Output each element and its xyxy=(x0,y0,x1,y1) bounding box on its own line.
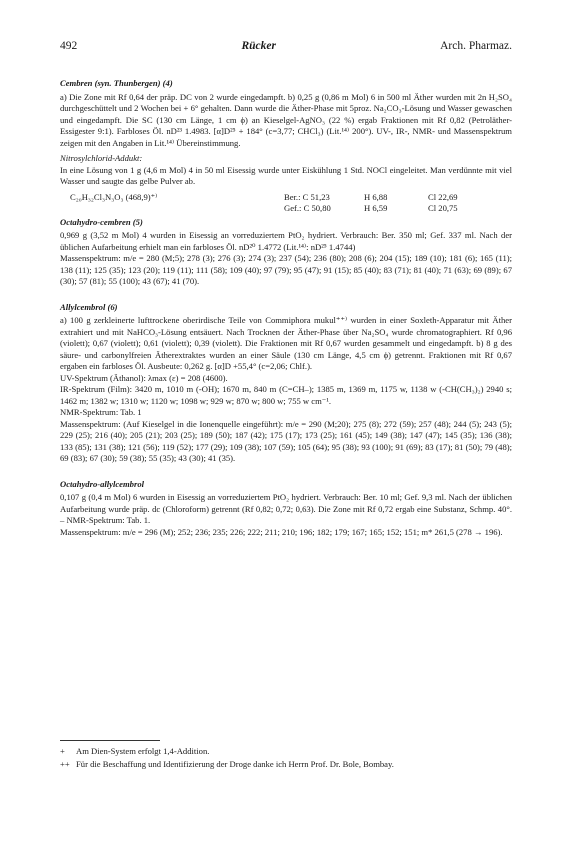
footnote-text: Am Dien-System erfolgt 1,4-Addition. xyxy=(76,746,210,756)
analysis-row: Ber.: C 51,23 H 6,88 Cl 22,69 xyxy=(284,191,458,202)
paragraph: a) Die Zone mit Rf 0,64 der präp. DC von 2 wurde eingedampft. b) 0,25 g (0,86 m Mol) 6 in 500 ml Äther wurden mit 2n H₂SO₄ durchgeschüttelt und 2 Wochen bei + 6° gehalten. Dann wurde die Äther-Phase mit 5proz. Na₂CO₃-Lösung und Wasser gewaschen und eingedampft. Die SC (130 cm Länge, 1 cm ϕ) an Kieselgel-AgNO₃ (22 %) ergab Fraktionen mit Rf 0,82 (Petroläther-Essigester 9:1). Farbloses Öl. nD²³ 1.4983. [α]D²⁵ + 184° (c=3,77; CHCl₃) (Lit.¹⁴⁾ 200°). UV-, IR-, NMR- und Massenspektrum zeigen mit den Angaben in Lit.¹⁴⁾ Übereinstimmung. xyxy=(60,91,512,148)
section-cembren xyxy=(60,78,512,288)
section-heading: Octahydro-allylcembrol xyxy=(60,478,145,489)
mass-spectrum: Massenspektrum: m/e = 296 (M); 252; 236; 235; 226; 222; 211; 210; 196; 182; 179; 167; 165; 152; 151; m* 261,5 (278 → 196). xyxy=(60,526,503,537)
journal-name: Arch. Pharmaz. xyxy=(440,40,512,52)
page xyxy=(60,40,512,538)
section-heading: Octahydro-cembren (5) xyxy=(60,216,143,227)
footnotes xyxy=(60,740,512,771)
mass-spectrum: Massenspektrum: m/e = 280 (M;5); 278 (3); 276 (3); 274 (3); 237 (54); 236 (80); 208 (6); 204 (15); 189 (10); 181 (6); 165 (11); 138 (11); 125 (35); 123 (20); 119 (11); 111 (58); 109 (40); 97 (79); 95 (47); 91 (15); 85 (40); 83 (71); 81 (40); 71 (63); 69 (89); 67 (30); 57 (81); 55 (100); 43 (67); 41 (70). xyxy=(60,253,512,286)
mass-spectrum: Massenspektrum: (Auf Kieselgel in die Ionenquelle eingeführt): m/e = 290 (M;20); 275 (8); 272 (59); 257 (48); 244 (5); 243 (5); 229 (25); 216 (40); 205 (21); 203 (25); 189 (50); 187 (42); 175 (17); 173 (25); 161 (45); 149 (38); 147 (47); 145 (35); 136 (38); 133 (85); 131 (38); 121 (56); 119 (52); 177 (29); 109 (38); 107 (59); 105 (64); 95 (38); 93 (100); 91 (69); 83 (17); 81 (50); 79 (48); 69 (83); 67 (30); 59 (38); 55 (35); 43 (30); 41 (35). xyxy=(60,418,512,463)
paragraph: 0,107 g (0,4 m Mol) 6 wurden in Eisessig an vorreduziertem PtO₂ hydriert. Verbrauch: Ber. 10 ml; Gef. 9,3 ml. Nach der üblichen Aufarbeitung wurde präp. dc (Chloroform) getrennt (Rf 0,82; 0,72; 0,63). Die Zone mit Rf 0,72 ergab eine Substanz, Schmp. 40°. – NMR-Spektrum: Tab. 1. xyxy=(60,492,512,525)
footnote-mark: + xyxy=(60,746,65,756)
section-heading: Allylcembrol (6) xyxy=(60,301,118,312)
footnote-mark: ++ xyxy=(60,759,70,769)
footnote xyxy=(60,758,512,771)
subsection-heading: Nitrosylchlorid-Addukt: xyxy=(60,153,143,163)
section-octahydro-allylcembrol xyxy=(60,479,512,539)
running-header xyxy=(60,40,512,62)
footnote-text: Für die Beschaffung und Identifizierung der Droge danke ich Herrn Prof. Dr. Bole, Bombay. xyxy=(76,759,394,769)
paragraph: In eine Lösung von 1 g (4,6 m Mol) 4 in 50 ml Eisessig wurde unter Eiskühlung 1 Std. NOCl eingeleitet. Man verdünnte mit viel Wasser und saugte das gelbe Pulver ab. xyxy=(60,164,512,186)
ir-spectrum: IR-Spektrum (Film): 3420 m, 1010 m (-OH); 1670 m, 840 m (C=CH–); 1385 m, 1369 m, 1175 w, 1138 w (-CH(CH₃)₂) 2940 s; 1462 m; 1382 w; 1310 w; 1120 w; 1098 w; 929 w; 870 w; 800 w; 755 w cm⁻¹. xyxy=(60,384,512,406)
page-number: 492 xyxy=(60,40,78,52)
paragraph: a) 100 g zerkleinerte lufttrockene oberirdische Teile von Commiphora mukul⁺⁺⁾ wurden in einer Soxleth-Apparatur mit Äther extrahiert und mit NaHCO₃-Lösung entsäuert. Nach Trocknen der Äther-Phase über Na₂SO₄ wurde chromatographiert. Rf 0,96 (violett); 0,67 (violett); 0,61 (violett); 0,39 (violett). Die Fraktionen mit Rf 0,67 wurden gesammelt und eingedampft. b) 8 g des säure- und carbonylfreien Ätherextraktes wurden an einer Säule (130 cm Länge, 4,5 cm ϕ) getrennt. Fraktionen mit Rf 0,67 ergaben ein farbloses Öl. Ausbeute: 0,262 g. [α]D +55,4° (c=2,06; Chlf.). xyxy=(60,315,512,371)
footnote-rule xyxy=(60,740,160,741)
footnote xyxy=(60,745,512,758)
nmr-spectrum: NMR-Spektrum: Tab. 1 xyxy=(60,407,142,417)
paragraph: 0,969 g (3,52 m Mol) 4 wurden in Eisessig an vorreduziertem PtO₂ hydriert. Verbrauch: Ber. 350 ml; Gef. 337 ml. Nach der üblichen Aufarbeitung erhielt man ein farbloses Öl. nD²⁰ 1.4772 (Lit.¹⁴⁾: nD²⁵ 1.4744) xyxy=(60,230,512,252)
running-author: Rücker xyxy=(241,40,276,52)
analysis-row: Gef.: C 50,80 H 6,59 Cl 20,75 xyxy=(284,203,458,213)
uv-spectrum: UV-Spektrum (Äthanol): λmax (ε) = 208 (4600). xyxy=(60,372,228,383)
section-allylcembrol xyxy=(60,302,512,465)
molecular-formula: C₂₀H₃₂Cl₃N₃O₃ (468,9)⁺⁾ xyxy=(70,191,158,202)
section-heading: Cembren (syn. Thunbergen) (4) xyxy=(60,78,173,88)
elemental-analysis xyxy=(60,192,512,215)
body-content xyxy=(60,78,512,538)
